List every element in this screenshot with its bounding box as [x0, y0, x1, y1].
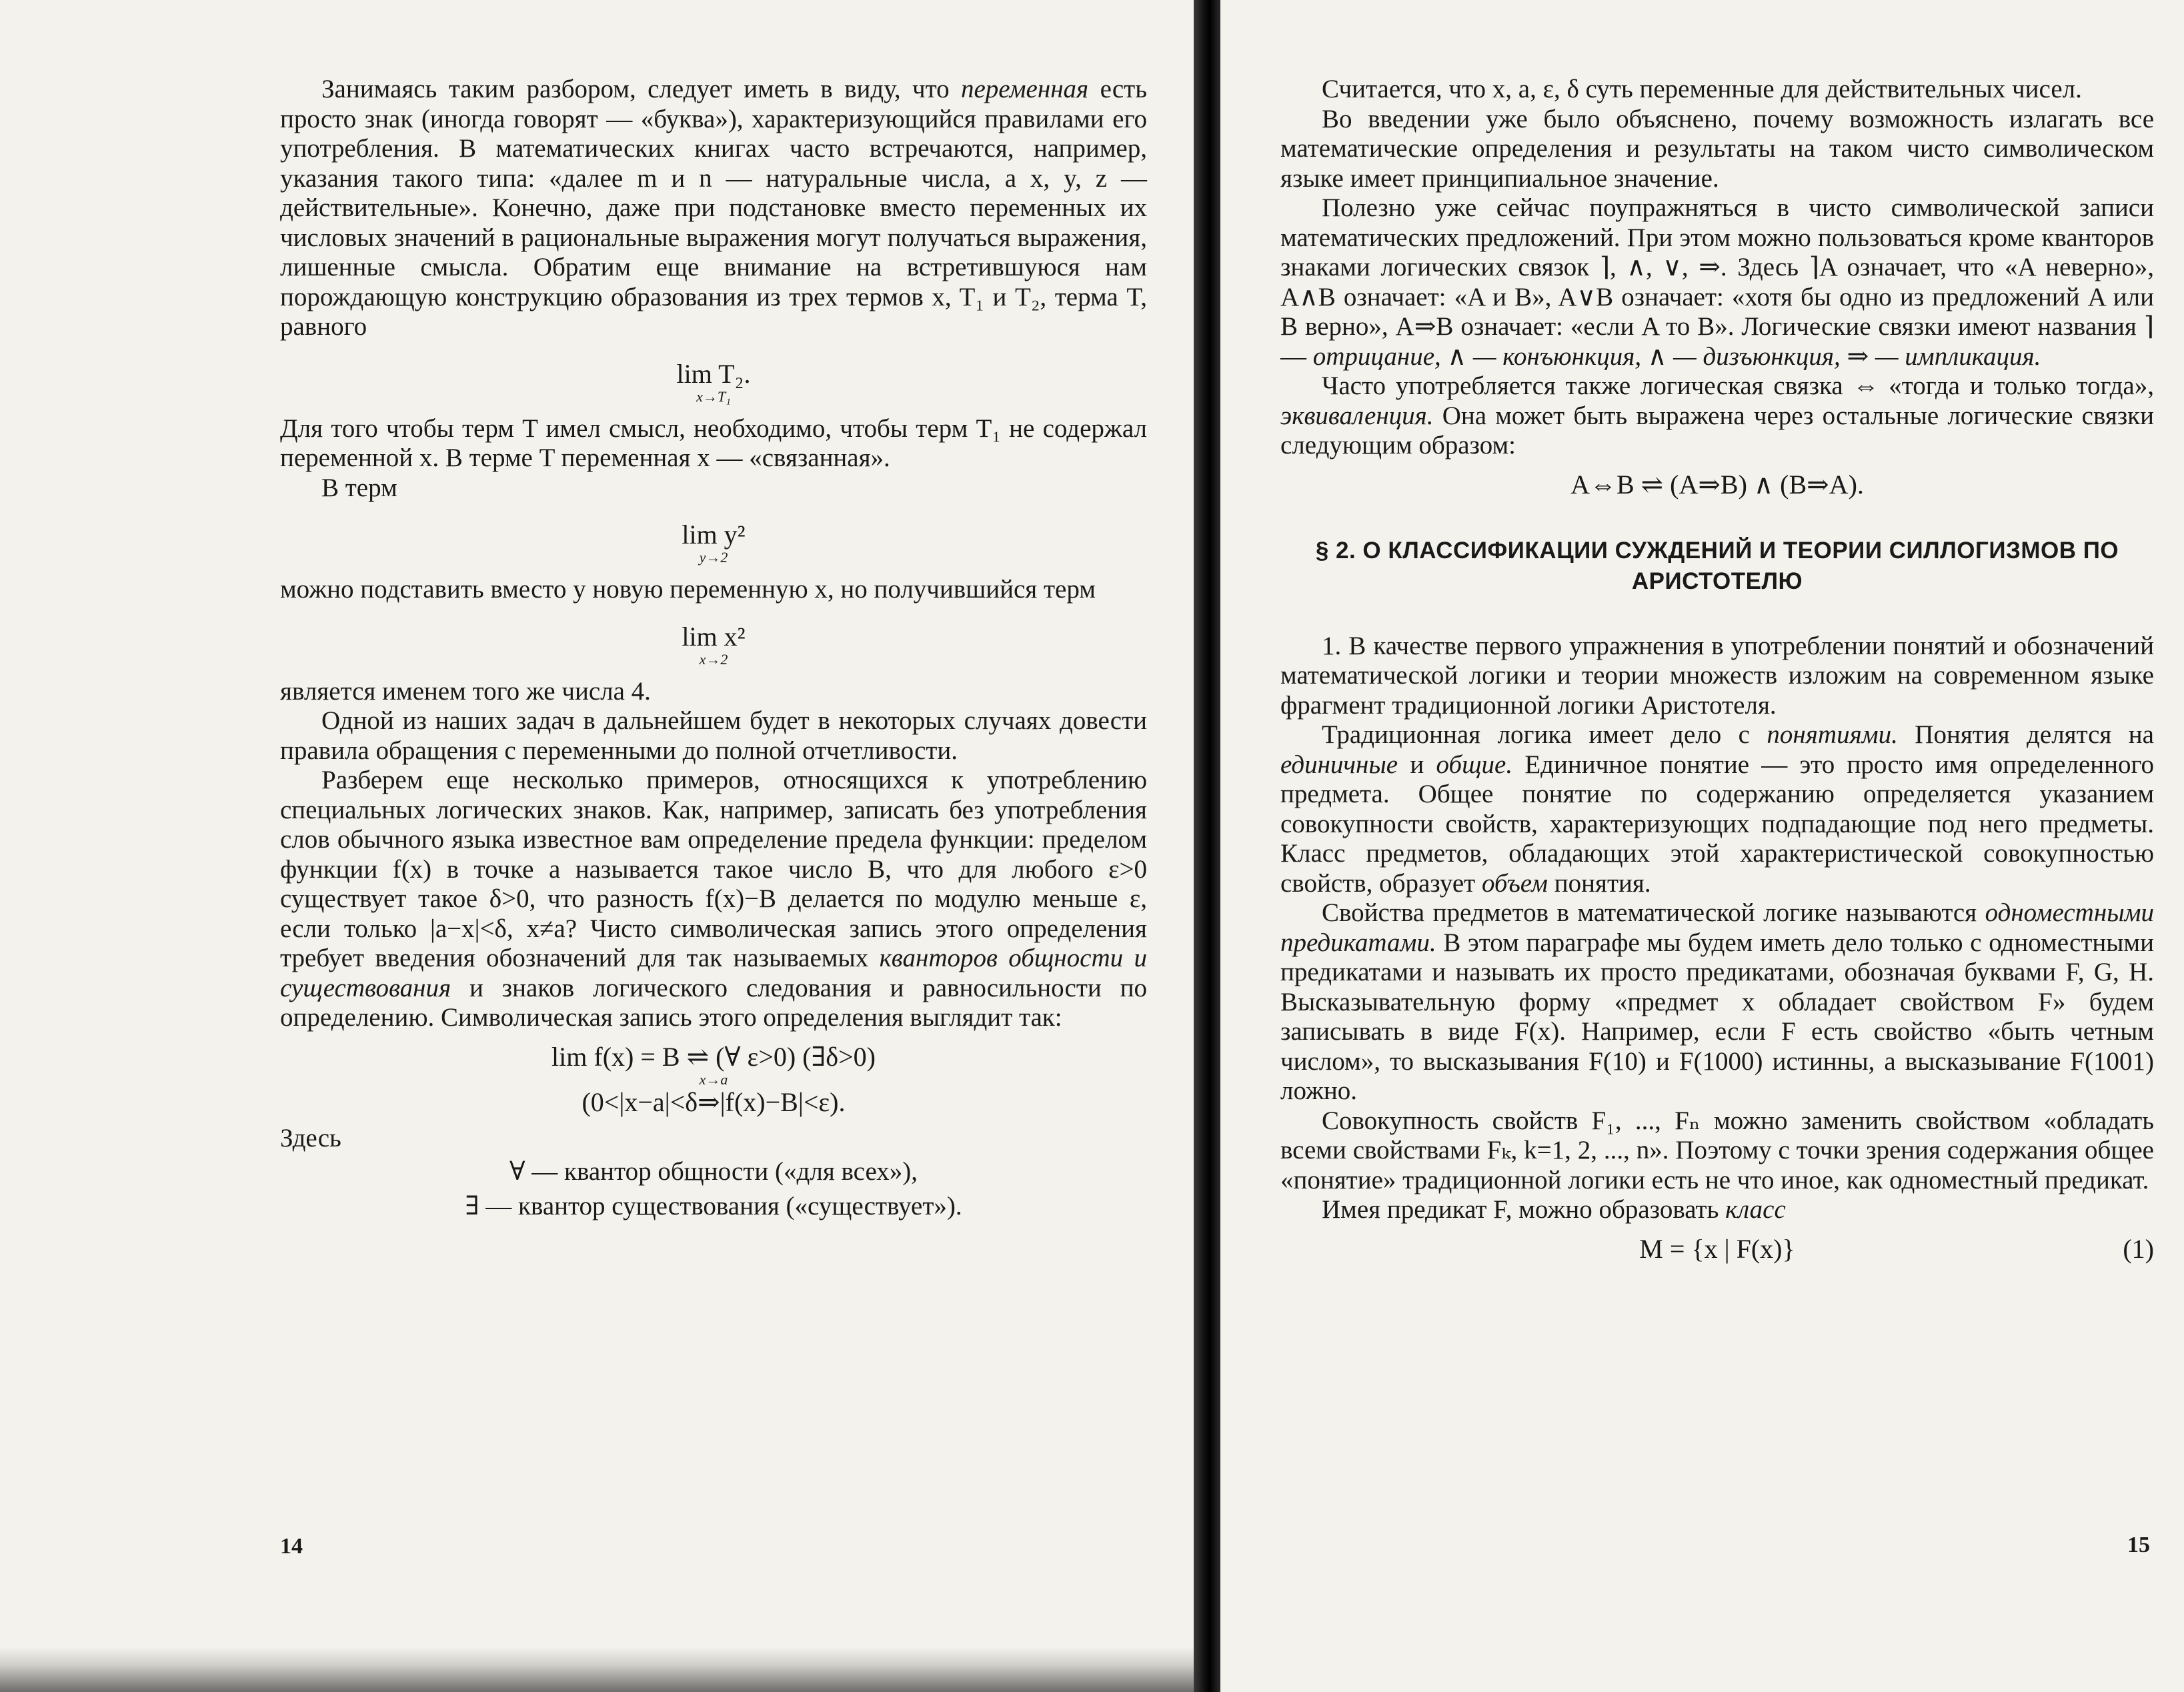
- left-paragraph-5: является именем того же числа 4.: [280, 676, 651, 706]
- left-paragraph-1: Занимаясь таким разбором, следует иметь в виду, что переменная есть просто знак (иногда говорят — «буква»), характеризующийся правилами его употребления. В математических книгах часто встречаются, например, указания такого типа: «далее m и n — натуральные числа, а x, y, z — действительные». Конечно, даже при подстановке вместо переменных их числовых значений в рациональные выражения могут получаться выражения, лишенные смысла. Обратим еще внимание на встретившуюся нам порождающую конструкцию образования из трех термов x, T₁ и T₂, терма T, равного: [280, 75, 1147, 341]
- section-heading: § 2. О КЛАССИФИКАЦИИ СУЖДЕНИЙ И ТЕОРИИ СИЛЛОГИЗМОВ ПО АРИСТОТЕЛЮ: [1315, 537, 2119, 594]
- right-paragraph-9: Имея предикат F, можно образовать класс: [1322, 1195, 1786, 1224]
- right-paragraph-6: Традиционная логика имеет дело с понятиями. Понятия делятся на единичные и общие. Единичное понятие — это просто имя определенного предмета. Общее понятие по содержанию определяется указанием совокупности свойств, характеризующих подпадающие под него предметы. Класс предметов, обладающих этой характеристической совокупностью свойств, образует объем понятия.: [1280, 720, 2155, 898]
- right-page: [1220, 0, 2184, 1692]
- quantifier-universal: ∀ — квантор общности («для всех»),: [509, 1157, 918, 1186]
- formula-limit-definition: lim f(x) = B ⇌ (∀ ε>0) (∃δ>0) x→a (0<|x−a|<δ⇒|f(x)−B|<ε).: [280, 1042, 1147, 1117]
- right-paragraph-7: Свойства предметов в математической логике называются одноместными предикатами. В этом параграфе мы будем иметь дело только с одноместными предикатами и называть их просто предикатами, обозначая буквами F, G, H. Высказывательную форму «предмет x обладает свойством F» будем записывать в виде F(x). Например, если F есть свойство «быть четным числом», то высказывания F(10) и F(1000) истинны, а высказывание F(1001) ложно.: [1280, 898, 2154, 1105]
- page-number-right: 15: [2127, 1533, 2150, 1557]
- right-paragraph-3: Полезно уже сейчас поупражняться в чисто символической записи математических предложений. При этом можно пользоваться кроме кванторов знаками логических связок ⌉, ∧, ∨, ⇒. Здесь ⌉A означает, что «A неверно», A∧B означает: «A и B», A∨B означает: «хотя бы одно из предложений A или B верно», A⇒B означает: «если A то B». Логические связки имеют названия ⌉ — отрицание, ∧ — конъюнкция, ∧ — дизъюнкция, ⇒ — импликация.: [1280, 193, 2154, 371]
- formula-limit-definition-line2: (0<|x−a|<δ⇒|f(x)−B|<ε).: [582, 1086, 846, 1117]
- formula-lim-t2: lim T₂. x→T₁: [676, 358, 751, 405]
- right-paragraph-2: Во введении уже было объяснено, почему возможность излагать все математические определения и результаты на таком чисто символическом языке имеет принципиальное значение.: [1280, 104, 2154, 193]
- book-gutter: [1194, 0, 1220, 1692]
- left-paragraph-3: В терм: [321, 473, 397, 502]
- left-paragraph-2: Для того чтобы терм T имел смысл, необходимо, чтобы терм T₁ не содержал переменной x. В терме T переменная x — «связанная».: [280, 413, 1147, 472]
- scan-edge-shadow: [0, 1647, 1194, 1692]
- left-text-column: [280, 75, 1147, 1222]
- left-paragraph-6: Одной из наших задач в дальнейшем будет в некоторых случаях довести правила обращения с переменными до полной отчетливости.: [280, 706, 1147, 765]
- left-paragraph-8: Здесь: [280, 1123, 341, 1152]
- formula-equivalence: A⇔B ⇌ (A⇒B) ∧ (B⇒A).: [1570, 469, 1864, 500]
- equation-number: (1): [2123, 1233, 2154, 1264]
- left-paragraph-4: можно подставить вместо y новую переменную x, но получившийся терм: [280, 575, 1096, 604]
- formula-lim-y2: lim y² y→2: [682, 520, 746, 566]
- right-paragraph-1: Считается, что x, a, ε, δ суть переменные для действительных чисел.: [1322, 75, 2082, 103]
- page-number-left: 14: [280, 1534, 303, 1559]
- formula-lim-x2: lim x² x→2: [682, 621, 746, 668]
- left-paragraph-7: Разберем еще несколько примеров, относящихся к употреблению специальных логических знаков. Как, например, записать без употребления слов обычного языка известное вам определение предела функции: пределом функции f(x) в точке a называется такое число B, что для любого ε>0 существует такое δ>0, что разность f(x)−B делается по модулю меньше ε, если только |a−x|<δ, x≠a? Чисто символическая запись этого определения требует введения обозначений для так называемых кванторов общности и существования и знаков логического следования и равносильности по определению. Символическая запись этого определения выглядит так:: [280, 766, 1148, 1032]
- quantifier-existential: ∃ — квантор существования («существует»).: [465, 1192, 962, 1220]
- right-paragraph-4: Часто употребляется также логическая связка ⇔ «тогда и только тогда», эквиваленция. Она может быть выражена через остальные логические связки следующим образом:: [1280, 371, 2155, 460]
- formula-class-m: M = {x | F(x)} (1): [1639, 1233, 2154, 1264]
- right-paragraph-8: Совокупность свойств F₁, ..., Fₙ можно заменить свойством «обладать всеми свойствами Fₖ, k=1, 2, ..., n». Поэтому с точки зрения содержания общее «понятие» традиционной логики есть не что иное, как одноместный предикат.: [1280, 1106, 2154, 1194]
- right-text-column: [1280, 75, 2154, 1271]
- right-paragraph-5: 1. В качестве первого упражнения в употреблении понятий и обозначений математической логики и теории множеств изложим на современном языке фрагмент традиционной логики Аристотеля.: [1280, 631, 2154, 720]
